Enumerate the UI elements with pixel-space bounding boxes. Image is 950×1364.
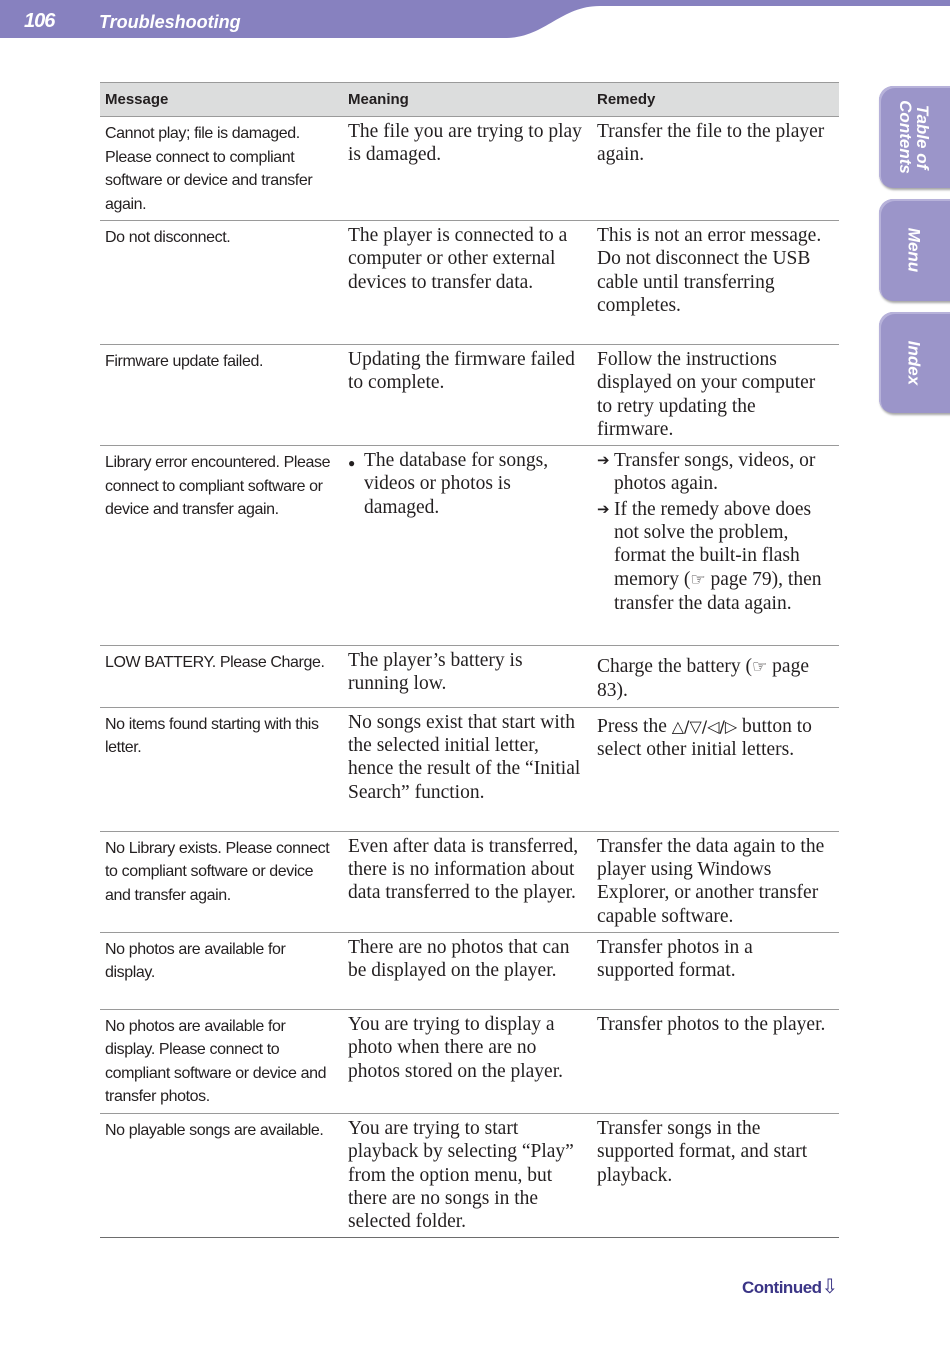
message-cell: LOW BATTERY. Please Charge. <box>100 646 343 708</box>
message-cell: Cannot play; file is damaged. Please connect to compliant software or device and transfer again. <box>100 117 343 221</box>
remedy-cell: Transfer photos in a supported format. <box>592 932 839 1009</box>
message-cell: Do not disconnect. <box>100 221 343 345</box>
table-row <box>100 646 839 708</box>
continued-label: Continued <box>742 1278 822 1297</box>
remedy-cell: Transfer songs in the supported format, and start playback. <box>592 1113 839 1237</box>
table-header-row <box>100 83 839 117</box>
remedy-cell: Transfer the data again to the player using Windows Explorer, or another transfer capable software. <box>592 831 839 932</box>
page-number: 106 <box>24 10 55 32</box>
message-cell: Library error encountered. Please connect to compliant software or device and transfer again. <box>100 446 343 646</box>
tab-index-label: Index <box>904 340 924 385</box>
message-table <box>100 82 839 1238</box>
page-header <box>0 0 950 40</box>
meaning-cell: You are trying to display a photo when there are no photos stored on the player. <box>343 1009 592 1113</box>
section-title: Troubleshooting <box>99 12 241 32</box>
message-cell: No photos are available for display. <box>100 932 343 1009</box>
remedy-text: button to select other initial letters. <box>597 715 812 761</box>
message-cell: Firmware update failed. <box>100 345 343 446</box>
arrow-down-icon: ⇩ <box>821 1274 838 1298</box>
bullet-icon: ● <box>348 456 356 471</box>
remedy-cell <box>592 646 839 708</box>
arrow-item <box>597 449 834 496</box>
tab-table-of-contents-label: Table of Contents <box>896 100 932 174</box>
meaning-cell: The player’s battery is running low. <box>343 646 592 708</box>
meaning-cell: There are no photos that can be displayed on the player. <box>343 932 592 1009</box>
tab-menu-label: Menu <box>904 227 924 273</box>
table-row <box>100 932 839 1009</box>
page-reference-link[interactable]: page 83). <box>597 656 809 702</box>
message-cell: No Library exists. Please connect to compliant software or device and transfer again. <box>100 831 343 932</box>
tab-table-of-contents[interactable] <box>879 86 950 188</box>
remedy-text: If the remedy above does not solve the problem, format the built-in flash memory ( <box>614 498 812 590</box>
arrow-icon: ➔ <box>597 451 610 470</box>
bullet-item <box>348 449 587 519</box>
table-row <box>100 831 839 932</box>
remedy-cell: Transfer the file to the player again. <box>592 117 839 221</box>
message-cell: No photos are available for display. Please connect to compliant software or device and transfer photos. <box>100 1009 343 1113</box>
meaning-cell: No songs exist that start with the selected initial letter, hence the result of the “Initial Search” function. <box>343 707 592 831</box>
meaning-cell: You are trying to start playback by selecting “Play” from the option menu, but there are no songs in the selected folder. <box>343 1113 592 1237</box>
table-row <box>100 446 839 646</box>
table-row <box>100 221 839 345</box>
table-row <box>100 1009 839 1113</box>
arrow-item <box>597 498 834 615</box>
remedy-text: Press the <box>597 715 672 737</box>
meaning-cell: Updating the firmware failed to complete. <box>343 345 592 446</box>
column-header-message: Message <box>100 83 343 117</box>
meaning-cell <box>343 446 592 646</box>
remedy-cell <box>592 707 839 831</box>
meaning-cell: Even after data is transferred, there is no information about data transferred to the player. <box>343 831 592 932</box>
page-reference-icon: ☞ <box>752 657 768 678</box>
remedy-cell: Transfer photos to the player. <box>592 1009 839 1113</box>
arrow-icon: ➔ <box>597 499 610 518</box>
direction-buttons-icon: △/▽/◁/▷ <box>671 716 738 736</box>
arrow-item-text <box>614 498 834 615</box>
remedy-cell <box>592 446 839 646</box>
bullet-text: The database for songs, videos or photos is damaged. <box>364 450 549 518</box>
table-header <box>100 83 839 117</box>
meaning-cell: The player is connected to a computer or other external devices to transfer data. <box>343 221 592 345</box>
remedy-text: Charge the battery ( <box>597 656 753 678</box>
remedy-cell: Follow the instructions displayed on your computer to retry updating the firmware. <box>592 345 839 446</box>
page-reference-link[interactable]: page 79), then transfer the data again. <box>614 568 822 614</box>
message-cell: No items found starting with this letter. <box>100 707 343 831</box>
meaning-cell: The file you are trying to play is damaged. <box>343 117 592 221</box>
tab-menu[interactable] <box>879 199 950 301</box>
table-row <box>100 1113 839 1237</box>
page-reference-icon: ☞ <box>690 569 706 590</box>
column-header-meaning: Meaning <box>343 83 592 117</box>
table-row <box>100 707 839 831</box>
remedy-cell: This is not an error message. Do not disconnect the USB cable until transferring completes. <box>592 221 839 345</box>
table-row <box>100 345 839 446</box>
tab-index[interactable] <box>879 312 950 413</box>
table-row <box>100 117 839 221</box>
continued-link[interactable] <box>742 1274 838 1298</box>
message-cell: No playable songs are available. <box>100 1113 343 1237</box>
column-header-remedy: Remedy <box>592 83 839 117</box>
arrow-item-text: Transfer songs, videos, or photos again. <box>614 450 816 495</box>
